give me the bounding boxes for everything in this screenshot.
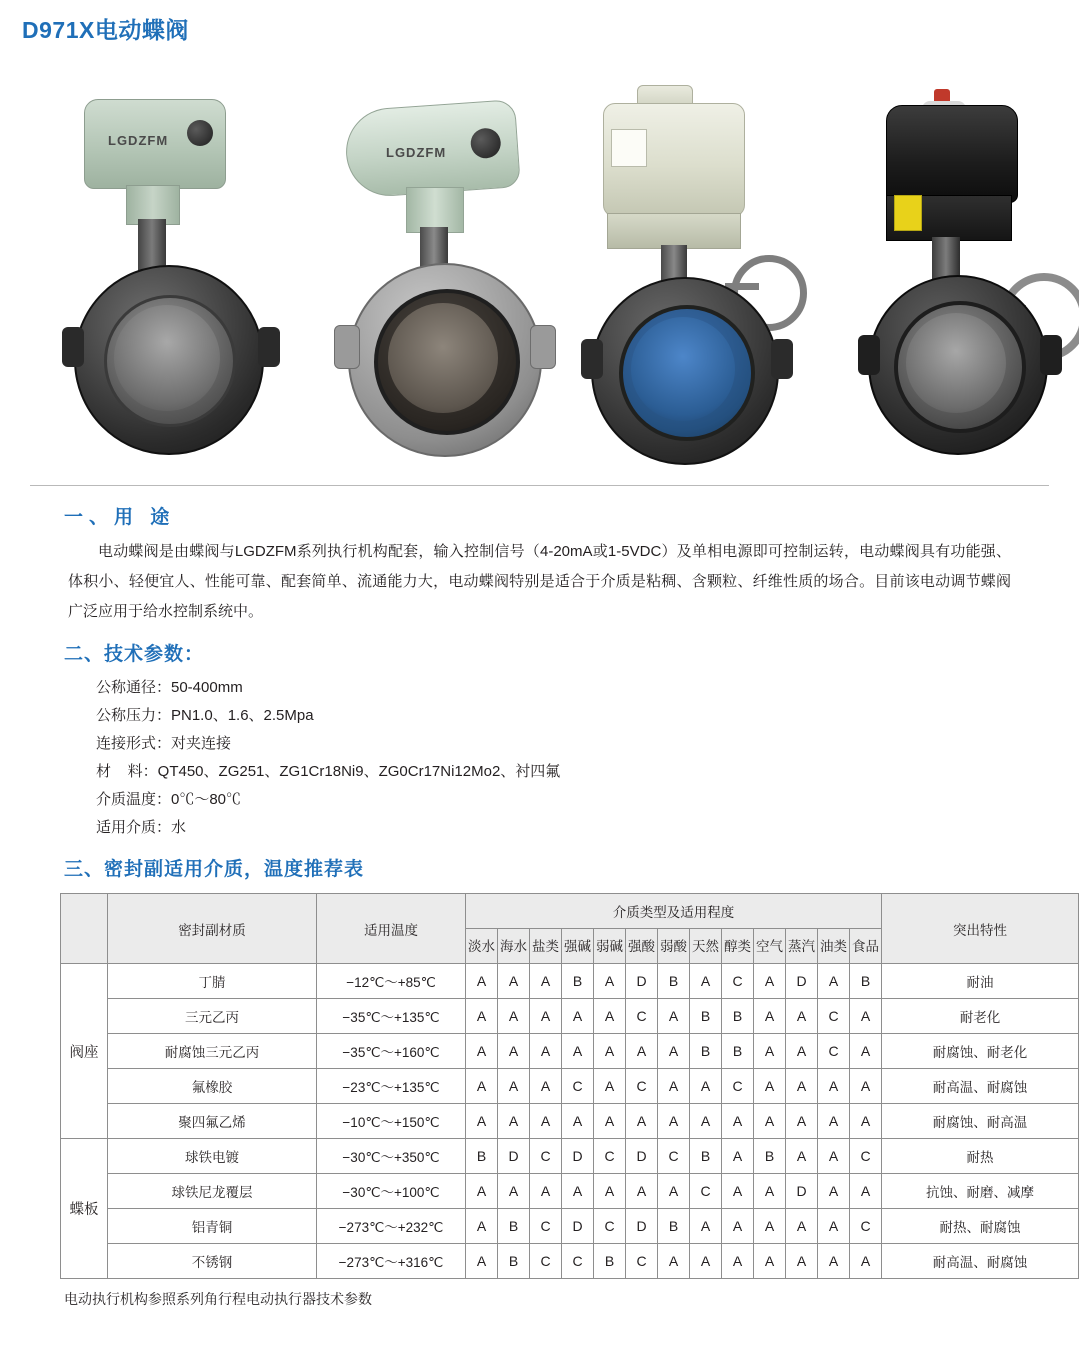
cell-value: B <box>466 1139 498 1174</box>
header-media-group: 介质类型及适用程度 <box>466 894 882 929</box>
cell-value: C <box>530 1209 562 1244</box>
cell-value: A <box>562 999 594 1034</box>
cell-value: C <box>562 1244 594 1279</box>
cell-value: D <box>626 1209 658 1244</box>
section-paragraph-use: 电动蝶阀是由蝶阀与LGDZFM系列执行机构配套，输入控制信号（4-20mA或1-5VDC）及单相电源即可控制运转，电动蝶阀具有功能强、体积小、轻便宜人、性能可靠、配套简单、流通能力大，电动蝶阀特别是适合于介质是粘稠、含颗粒、纤维性质的场合。目前该电动调节蝶阀广泛应用于给水控制系统中。 <box>68 543 1011 620</box>
cell-value: D <box>562 1139 594 1174</box>
cell-value: A <box>818 1104 850 1139</box>
spec-row-connection: 连接形式：对夹连接 <box>96 735 232 752</box>
cell-feature: 耐热、耐腐蚀 <box>882 1209 1079 1244</box>
cell-value: A <box>786 1139 818 1174</box>
cell-material: 球铁尼龙覆层 <box>108 1174 317 1209</box>
cell-material: 丁腈 <box>108 964 317 999</box>
cell-value: B <box>562 964 594 999</box>
cell-feature: 抗蚀、耐磨、减摩 <box>882 1174 1079 1209</box>
cell-value: A <box>658 1069 690 1104</box>
cell-value: A <box>722 1139 754 1174</box>
cell-value: D <box>786 964 818 999</box>
cell-value: C <box>626 1069 658 1104</box>
cell-value: D <box>498 1139 530 1174</box>
header-media-7: 天然 <box>690 929 722 964</box>
cell-value: A <box>690 964 722 999</box>
cell-value: A <box>498 1104 530 1139</box>
cell-temperature: −273℃～+232℃ <box>317 1209 466 1244</box>
cell-value: A <box>530 1104 562 1139</box>
cell-value: A <box>850 999 882 1034</box>
table-header-row-1 <box>61 894 1079 929</box>
header-media-2: 盐类 <box>530 929 562 964</box>
media-temperature-table <box>60 893 1079 1279</box>
cell-value: A <box>594 964 626 999</box>
cell-value: A <box>754 999 786 1034</box>
cell-value: B <box>690 1139 722 1174</box>
cell-value: A <box>818 1244 850 1279</box>
table-row <box>61 1139 1079 1174</box>
table-row <box>61 999 1079 1034</box>
cell-value: B <box>658 1209 690 1244</box>
cell-feature: 耐高温、耐腐蚀 <box>882 1069 1079 1104</box>
cell-temperature: −30℃～+350℃ <box>317 1139 466 1174</box>
header-media-10: 蒸汽 <box>786 929 818 964</box>
spec-row-diameter: 公称通径：50-400mm <box>96 679 243 696</box>
group-label-1: 蝶板 <box>61 1139 108 1279</box>
header-media-8: 醇类 <box>722 929 754 964</box>
cell-temperature: −10℃～+150℃ <box>317 1104 466 1139</box>
cell-value: A <box>690 1209 722 1244</box>
cell-value: A <box>818 1209 850 1244</box>
cell-temperature: −12℃～+85℃ <box>317 964 466 999</box>
cell-value: C <box>690 1174 722 1209</box>
cell-value: A <box>786 1209 818 1244</box>
header-media-4: 弱碱 <box>594 929 626 964</box>
table-row <box>61 1209 1079 1244</box>
cell-value: C <box>626 1244 658 1279</box>
cell-value: A <box>850 1069 882 1104</box>
cell-value: C <box>722 1069 754 1104</box>
product-photo-valve-2 <box>320 67 570 477</box>
cell-value: B <box>690 1034 722 1069</box>
cell-value: A <box>754 964 786 999</box>
cell-material: 不锈钢 <box>108 1244 317 1279</box>
header-media-11: 油类 <box>818 929 850 964</box>
cell-value: A <box>562 1104 594 1139</box>
cell-value: A <box>818 1139 850 1174</box>
cell-value: A <box>818 1069 850 1104</box>
cell-material: 氟橡胶 <box>108 1069 317 1104</box>
valve-lug-left <box>581 339 603 379</box>
cell-value: A <box>530 1034 562 1069</box>
cell-feature: 耐油 <box>882 964 1079 999</box>
product-photo-valve-4 <box>860 77 1079 477</box>
valve-lug-right <box>1040 335 1062 375</box>
cell-value: B <box>498 1209 530 1244</box>
header-media-12: 食品 <box>850 929 882 964</box>
valve-disc <box>388 303 498 413</box>
cell-value: A <box>498 1034 530 1069</box>
cell-temperature: −35℃～+160℃ <box>317 1034 466 1069</box>
cell-temperature: −273℃～+316℃ <box>317 1244 466 1279</box>
cell-value: A <box>594 1069 626 1104</box>
cell-value: A <box>626 1174 658 1209</box>
cell-value: A <box>722 1244 754 1279</box>
header-media-6: 弱酸 <box>658 929 690 964</box>
header-media-3: 强碱 <box>562 929 594 964</box>
media-table-wrapper <box>60 893 1034 1279</box>
valve-brand-label-2: LGDZFM <box>386 145 447 160</box>
cell-value: A <box>466 964 498 999</box>
table-body <box>61 964 1079 1279</box>
table-row <box>61 1034 1079 1069</box>
cell-value: A <box>722 1174 754 1209</box>
valve-lug-right <box>771 339 793 379</box>
cell-value: A <box>786 1034 818 1069</box>
cell-feature: 耐腐蚀、耐高温 <box>882 1104 1079 1139</box>
cell-value: C <box>850 1139 882 1174</box>
cell-material: 三元乙丙 <box>108 999 317 1034</box>
group-label-0: 阀座 <box>61 964 108 1139</box>
cell-value: A <box>818 964 850 999</box>
cell-value: A <box>754 1104 786 1139</box>
page-title: D971X电动蝶阀 <box>22 17 189 43</box>
cell-temperature: −35℃～+135℃ <box>317 999 466 1034</box>
cell-material: 耐腐蚀三元乙丙 <box>108 1034 317 1069</box>
table-row <box>61 1244 1079 1279</box>
cell-value: A <box>818 1174 850 1209</box>
table-head <box>61 894 1079 964</box>
cell-value: B <box>754 1139 786 1174</box>
header-group-blank <box>61 894 108 964</box>
table-row <box>61 1069 1079 1104</box>
cell-value: A <box>786 1104 818 1139</box>
cell-value: A <box>850 1034 882 1069</box>
cell-value: A <box>754 1069 786 1104</box>
product-photo-valve-3 <box>585 77 845 477</box>
header-feature: 突出特性 <box>882 894 1079 964</box>
cell-value: A <box>498 1174 530 1209</box>
cell-value: A <box>562 1034 594 1069</box>
cell-feature: 耐老化 <box>882 999 1079 1034</box>
cell-value: A <box>722 1209 754 1244</box>
cell-value: C <box>722 964 754 999</box>
table-row <box>61 1104 1079 1139</box>
cell-value: A <box>786 1244 818 1279</box>
cell-value: C <box>850 1209 882 1244</box>
cell-feature: 耐腐蚀、耐老化 <box>882 1034 1079 1069</box>
spec-row-media-temp: 介质温度：0℃～80℃ <box>96 791 242 808</box>
cell-value: A <box>626 1034 658 1069</box>
valve-disc <box>114 305 220 411</box>
cell-value: A <box>658 1034 690 1069</box>
cell-value: A <box>466 999 498 1034</box>
cell-value: D <box>626 964 658 999</box>
cell-value: B <box>722 999 754 1034</box>
cell-value: C <box>530 1244 562 1279</box>
cell-value: A <box>530 999 562 1034</box>
cell-value: C <box>530 1139 562 1174</box>
table-footnote: 电动执行机构参照系列角行程电动执行器技术参数 <box>64 1291 372 1307</box>
cell-value: A <box>850 1174 882 1209</box>
cell-value: C <box>562 1069 594 1104</box>
header-media-5: 强酸 <box>626 929 658 964</box>
cell-value: A <box>754 1244 786 1279</box>
product-photo-valve-1 <box>60 77 290 477</box>
cell-value: A <box>466 1069 498 1104</box>
cell-value: C <box>658 1139 690 1174</box>
header-material: 密封副材质 <box>108 894 317 964</box>
spec-row-pressure: 公称压力：PN1.0、1.6、2.5Mpa <box>96 707 314 724</box>
cell-value: A <box>466 1244 498 1279</box>
header-media-9: 空气 <box>754 929 786 964</box>
cell-value: A <box>690 1104 722 1139</box>
valve-disc <box>631 317 735 421</box>
cell-value: A <box>466 1174 498 1209</box>
cell-temperature: −30℃～+100℃ <box>317 1174 466 1209</box>
table-row <box>61 964 1079 999</box>
cell-value: B <box>690 999 722 1034</box>
cell-value: B <box>850 964 882 999</box>
cell-value: A <box>658 1174 690 1209</box>
cell-material: 球铁电镀 <box>108 1139 317 1174</box>
section-heading-table: 三、密封副适用介质，温度推荐表 <box>64 859 365 880</box>
cell-material: 聚四氟乙烯 <box>108 1104 317 1139</box>
actuator-nameplate <box>611 129 647 167</box>
cell-value: A <box>530 1069 562 1104</box>
cell-value: A <box>466 1034 498 1069</box>
cell-value: A <box>626 1104 658 1139</box>
valve-lug-left <box>858 335 880 375</box>
cell-value: A <box>562 1174 594 1209</box>
valve-lug-left <box>62 327 84 367</box>
spec-list <box>96 674 1049 842</box>
valve-lug-right <box>258 327 280 367</box>
cell-value: B <box>498 1244 530 1279</box>
valve-lug-right <box>530 325 556 369</box>
cell-value: D <box>786 1174 818 1209</box>
cell-value: A <box>690 1244 722 1279</box>
cell-value: A <box>658 999 690 1034</box>
warning-label-icon <box>894 195 922 231</box>
cell-value: A <box>466 1104 498 1139</box>
cell-value: A <box>658 1244 690 1279</box>
cell-value: A <box>786 1069 818 1104</box>
cell-value: A <box>530 1174 562 1209</box>
product-photo-strip <box>30 57 1049 477</box>
cell-value: A <box>658 1104 690 1139</box>
cell-value: A <box>850 1104 882 1139</box>
header-media-0: 淡水 <box>466 929 498 964</box>
cell-value: A <box>722 1104 754 1139</box>
cell-temperature: −23℃～+135℃ <box>317 1069 466 1104</box>
cell-value: A <box>594 1174 626 1209</box>
cell-feature: 耐高温、耐腐蚀 <box>882 1244 1079 1279</box>
cell-value: A <box>754 1034 786 1069</box>
cell-value: A <box>754 1174 786 1209</box>
cell-feature: 耐热 <box>882 1139 1079 1174</box>
cell-value: B <box>658 964 690 999</box>
actuator-base <box>607 213 741 249</box>
cell-value: C <box>818 999 850 1034</box>
header-temperature: 适用温度 <box>317 894 466 964</box>
actuator-housing-icon <box>886 105 1018 203</box>
cell-value: B <box>722 1034 754 1069</box>
valve-disc <box>906 313 1006 413</box>
cell-value: A <box>466 1209 498 1244</box>
cell-value: C <box>626 999 658 1034</box>
section-divider <box>30 485 1049 486</box>
cell-value: C <box>594 1209 626 1244</box>
header-media-1: 海水 <box>498 929 530 964</box>
cell-value: C <box>594 1139 626 1174</box>
valve-brand-label-1: LGDZFM <box>108 133 169 148</box>
cell-value: A <box>786 999 818 1034</box>
cell-value: A <box>530 964 562 999</box>
section-heading-use: 一、用 途 <box>64 507 176 528</box>
cell-value: A <box>594 1104 626 1139</box>
cell-value: D <box>562 1209 594 1244</box>
section-heading-params: 二、技术参数： <box>64 644 205 665</box>
cell-value: A <box>594 999 626 1034</box>
cell-value: A <box>498 999 530 1034</box>
cell-value: A <box>754 1209 786 1244</box>
spec-row-material: 材 料：QT450、ZG251、ZG1Cr18Ni9、ZG0Cr17Ni12Mo2、衬四氟 <box>96 763 561 780</box>
cell-value: B <box>594 1244 626 1279</box>
cell-value: D <box>626 1139 658 1174</box>
spec-row-applicable-media: 适用介质：水 <box>96 819 187 836</box>
table-row <box>61 1174 1079 1209</box>
cell-value: A <box>498 964 530 999</box>
cell-value: C <box>818 1034 850 1069</box>
cell-value: A <box>594 1034 626 1069</box>
cell-material: 铝青铜 <box>108 1209 317 1244</box>
cell-value: A <box>498 1069 530 1104</box>
cell-value: A <box>850 1244 882 1279</box>
valve-lug-left <box>334 325 360 369</box>
cell-value: A <box>690 1069 722 1104</box>
